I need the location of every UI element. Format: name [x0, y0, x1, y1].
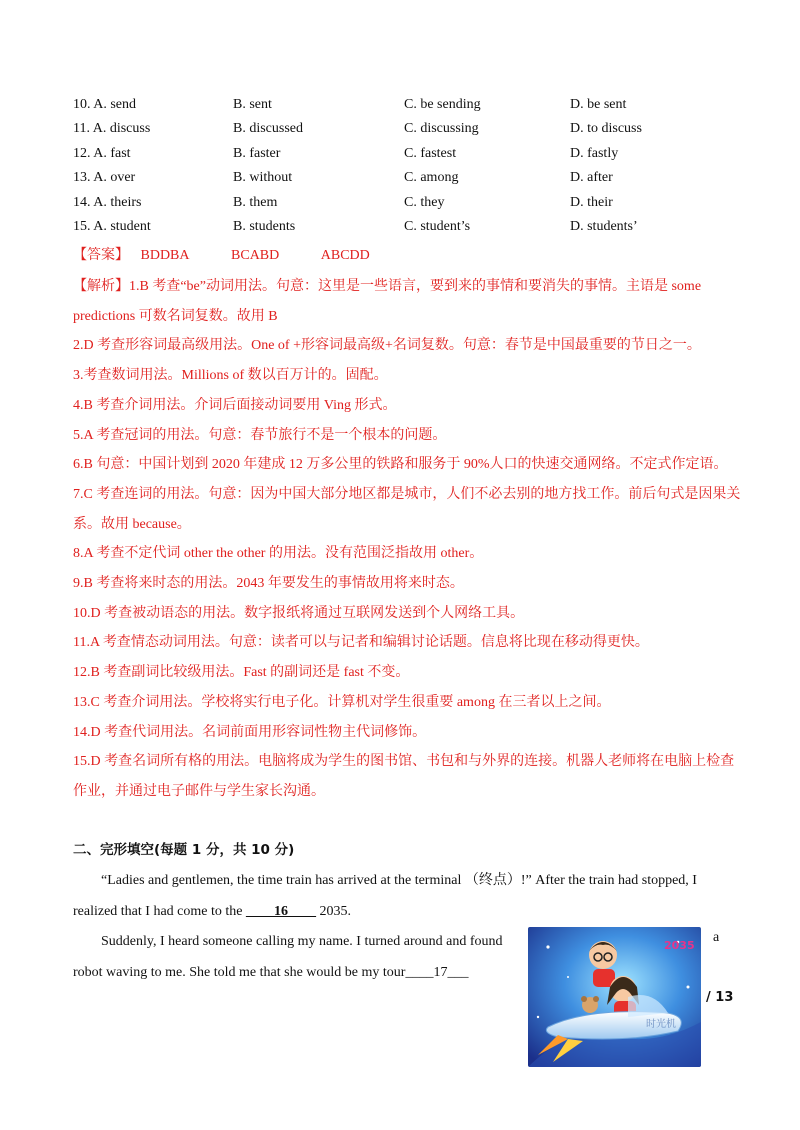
passage-line: Suddenly, I heard someone calling my name. I turned around and found [101, 934, 503, 949]
option-b: B. sent [233, 97, 272, 112]
explanation-line: 11.A 考查情态动词用法。句意：读者可以与记者和编辑讨论话题。信息将比现在移动得更快。 [73, 635, 649, 651]
section-title: 二、完形填空(每题 1 分，共 10 分) [73, 842, 295, 858]
explanation-line: 5.A 考查冠词的用法。句意：春节旅行不是一个根本的问题。 [73, 427, 447, 443]
option-a: 10. A. send [73, 97, 136, 112]
option-b: B. them [233, 194, 278, 210]
explanation-line: 7.C 考查连词的用法。句意：因为中国大部分地区都是城市，人们不必去别的地方找工作。前后句式是因果关 [73, 486, 741, 502]
blank-16: ____16____ [245, 903, 316, 919]
option-b: B. discussed [233, 121, 303, 137]
explanation-line: predictions 可数名词复数。故用 B [73, 308, 278, 324]
passage-line: robot waving to me. She told me that she would be my tour____17___ [73, 964, 469, 980]
explanation-line: 作业，并通过电子邮件与学生家长沟通。 [73, 783, 325, 799]
answer-line [73, 244, 408, 264]
time-machine-illustration [528, 927, 701, 1067]
explanation-line: 13.C 考查介词用法。学校将实行电子化。计算机对学生很重要 among 在三者以上之间。 [73, 694, 611, 710]
illustration-year: 2035 [664, 939, 695, 952]
option-a: 14. A. theirs [73, 194, 142, 210]
option-d: D. to discuss [570, 121, 642, 137]
option-d: D. students’ [570, 218, 638, 234]
explanation-block [73, 272, 741, 807]
options-table [73, 96, 733, 242]
passage-line [73, 897, 733, 928]
passage-text: a [713, 930, 720, 945]
answer-group: ABCDD [320, 248, 370, 263]
explanation-line: 【解析】1.B 考查“be”动词用法。句意：这里是一些语言，要到来的事情和要消失的事情。主语是 some [73, 279, 702, 294]
option-c: C. student’s [404, 218, 471, 234]
explanation-line: 9.B 考查将来时态的用法。2043 年要发生的事情故用将来时态。 [73, 576, 464, 592]
option-b: B. faster [233, 145, 281, 161]
option-d: D. after [570, 170, 613, 186]
illustration-graphic [528, 927, 701, 1067]
option-a: 15. A. student [73, 218, 151, 234]
explanation-line: 3.考查数词用法。Millions of 数以百万计的。固配。 [73, 368, 388, 384]
answer-group: BDDBA [140, 248, 190, 263]
passage-text: 2035. [315, 903, 351, 919]
option-c: C. among [404, 170, 459, 186]
explanation-line: 14.D 考查代词用法。名词前面用形容词性物主代词修饰。 [73, 724, 427, 740]
option-a: 13. A. over [73, 170, 136, 186]
option-d: D. their [570, 194, 613, 210]
explanation-line: 4.B 考查介词用法。介词后面接动词要用 Ving 形式。 [73, 397, 397, 413]
option-c: C. they [404, 194, 445, 210]
option-c: C. fastest [404, 145, 457, 161]
explanation-line: 6.B 句意：中国计划到 2020 年建成 12 万多公里的铁路和服务于 90%人口的快速交通网络。不定式作定语。 [73, 457, 728, 473]
option-d: D. fastly [570, 145, 619, 161]
option-row [73, 96, 733, 120]
explanation-line: 8.A 考查不定代词 other the other 的用法。没有范围泛指故用 other。 [73, 546, 484, 562]
answer-label: 【答案】 [73, 248, 129, 263]
option-row [73, 194, 733, 218]
option-b: B. without [233, 170, 293, 186]
option-row [73, 145, 733, 169]
option-d: D. be sent [570, 97, 627, 112]
answer-group: BCABD [231, 248, 280, 263]
explanation-line: 10.D 考查被动语态的用法。数字报纸将通过互联网发送到个人网络工具。 [73, 605, 525, 621]
option-c: C. be sending [404, 97, 481, 112]
page-number: / 13 [706, 990, 734, 1005]
passage-text: realized that I had come to the [73, 903, 246, 919]
illustration-caption: 时光机 [646, 1019, 676, 1030]
passage-line: “Ladies and gentlemen, the time train has arrived at the terminal （终点）!” After the train had stopped, I [101, 873, 697, 888]
explanation-line: 系。故用 because。 [73, 516, 191, 532]
explanation-line: 2.D 考查形容词最高级用法。One of +形容词最高级+名词复数。句意：春节是中国最重要的节日之一。 [73, 338, 701, 354]
option-row [73, 120, 733, 144]
option-a: 12. A. fast [73, 145, 131, 161]
option-row [73, 218, 733, 242]
explanation-line: 15.D 考查名词所有格的用法。电脑将成为学生的图书馆、书包和与外界的连接。机器人老师将在电脑上检查 [73, 754, 735, 770]
option-c: C. discussing [404, 121, 479, 137]
option-a: 11. A. discuss [73, 121, 151, 137]
option-b: B. students [233, 218, 296, 234]
explanation-line: 12.B 考查副词比较级用法。Fast 的副词还是 fast 不变。 [73, 665, 410, 681]
option-row [73, 169, 733, 193]
